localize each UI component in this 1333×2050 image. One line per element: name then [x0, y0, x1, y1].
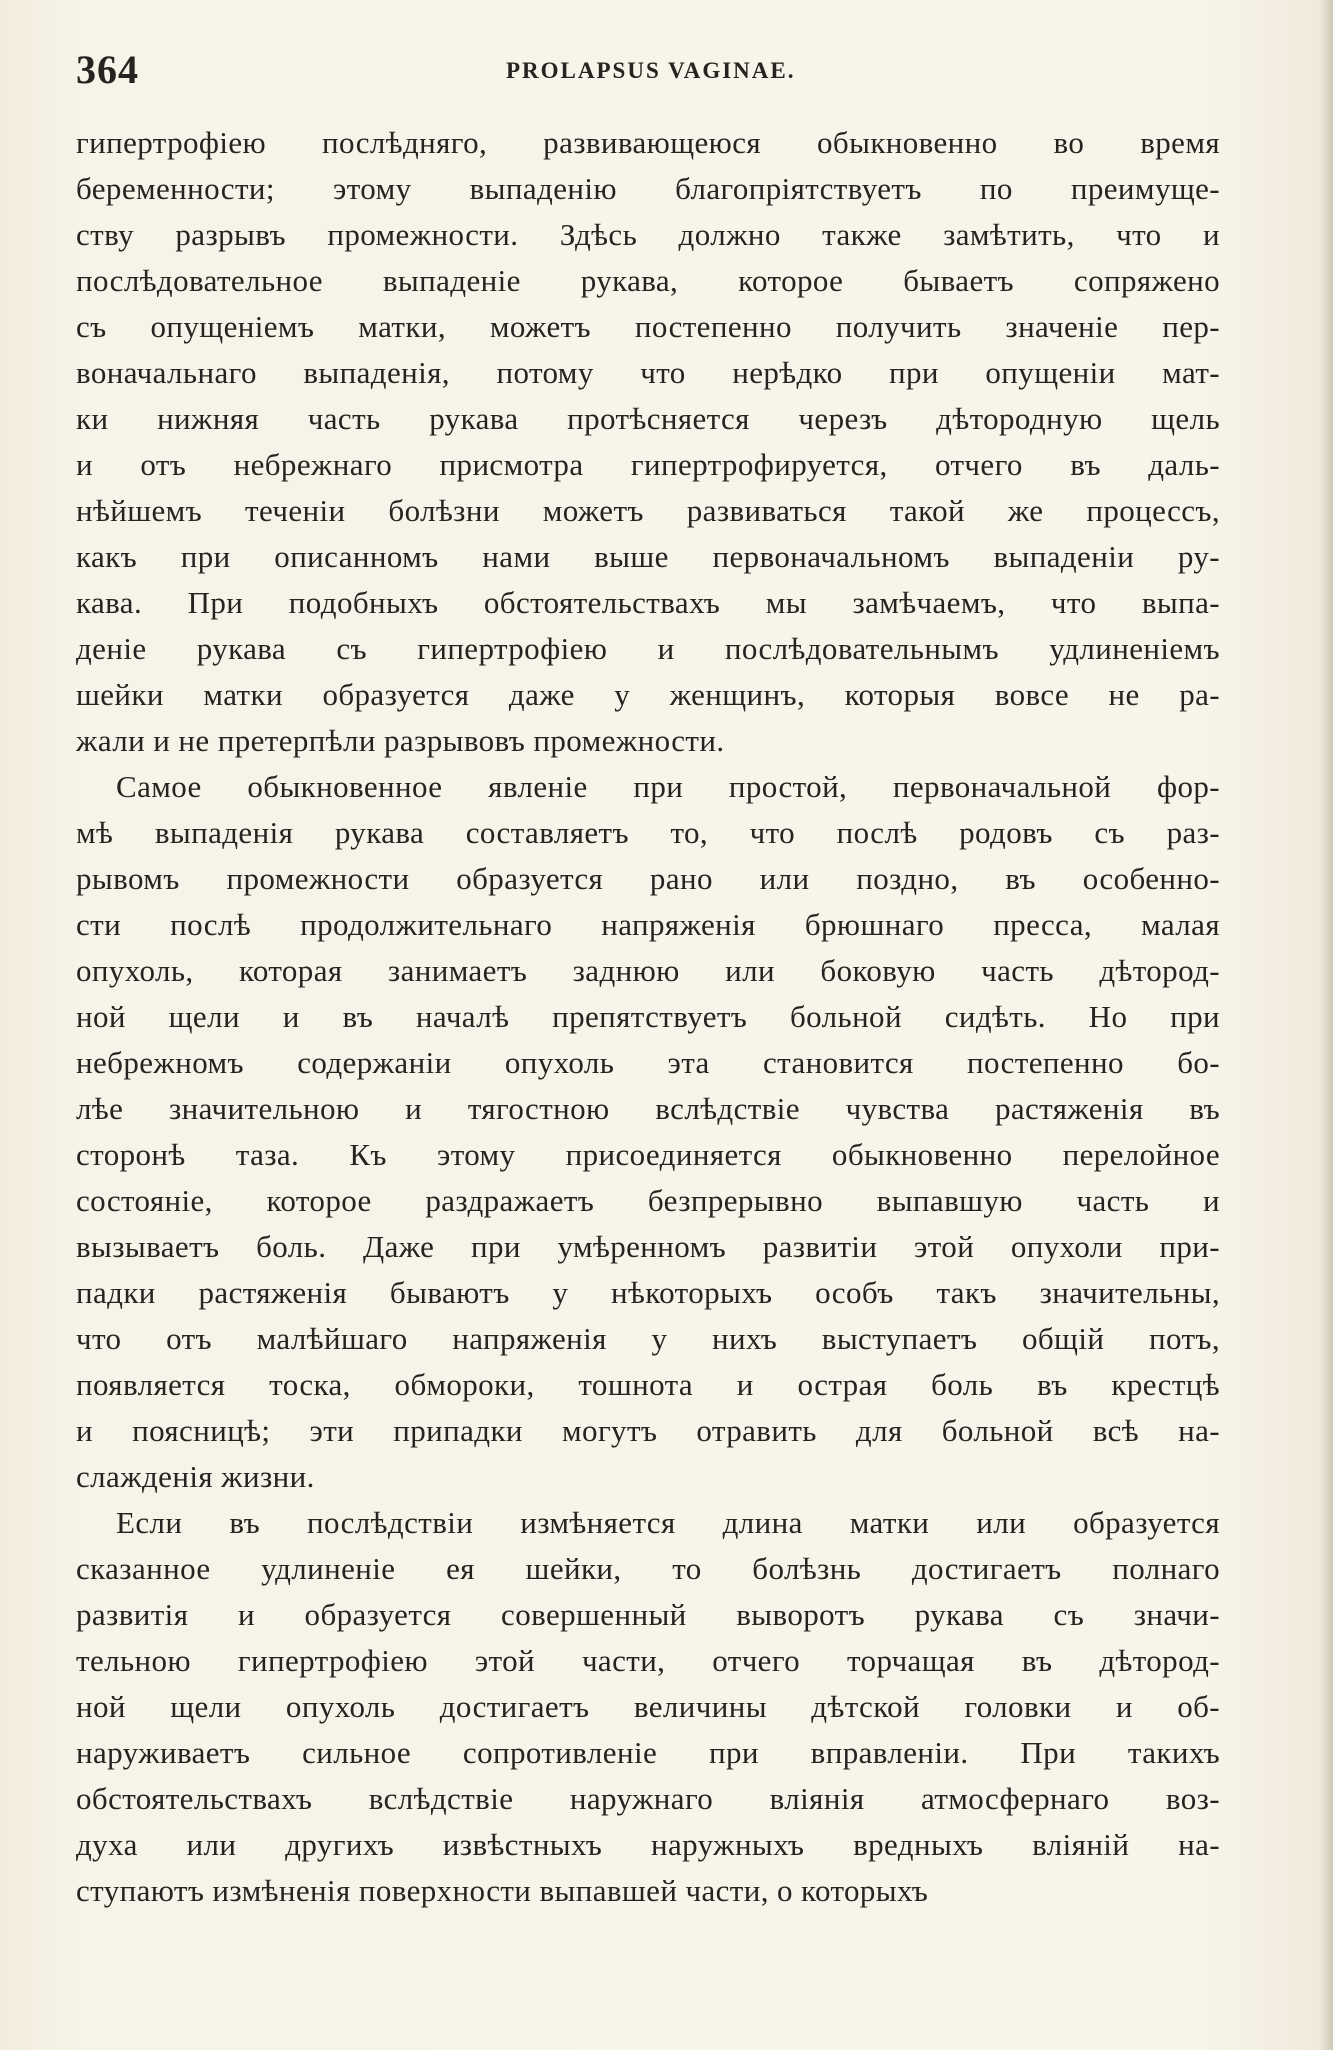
text-line: ству разрывъ промежности. Здѣсь должно также замѣтить, что и [76, 217, 1220, 252]
text-line: какъ при описанномъ нами выше первоначальномъ выпаденiи ру- [76, 539, 1220, 574]
text-line: денiе рукава съ гипертрофiею и послѣдовательнымъ удлиненiемъ [76, 631, 1220, 666]
text-line: вызываетъ боль. Даже при умѣренномъ развитiи этой опухоли при- [76, 1229, 1220, 1264]
text-line: Если въ послѣдствiи измѣняется длина матки или образуется [116, 1505, 1220, 1540]
text-line: рывомъ промежности образуется рано или поздно, въ особенно- [76, 861, 1220, 896]
text-line: небрежномъ содержанiи опухоль эта становится постепенно бо- [76, 1045, 1220, 1080]
running-head: PROLAPSUS VAGINAE. [506, 58, 796, 83]
body-text [76, 120, 1220, 1914]
text-line: ной щели и въ началѣ препятствуетъ больной сидѣть. Но при [76, 999, 1220, 1034]
text-line: мѣ выпаденiя рукава составляетъ то, что послѣ родовъ съ раз- [76, 815, 1220, 850]
text-line: съ опущенiемъ матки, можетъ постепенно получить значенiе пер- [76, 309, 1220, 344]
text-line: ки нижняя часть рукава протѣсняется черезъ дѣтородную щель [76, 401, 1220, 436]
text-line: состоянiе, которое раздражаетъ безпрерывно выпавшую часть и [76, 1183, 1220, 1218]
text-line: обстоятельствахъ вслѣдствiе наружнаго влiянiя атмосфернаго воз- [76, 1781, 1220, 1816]
text-line: сти послѣ продолжительнаго напряженiя брюшнаго пресса, малая [76, 907, 1220, 942]
paragraph [76, 120, 1220, 764]
text-line: беременности; этому выпаденiю благопрiятствуетъ по преимуще- [76, 171, 1220, 206]
text-line: жали и не претерпѣли разрывовъ промежности. [76, 723, 725, 758]
text-line: что отъ малѣйшаго напряженiя у нихъ выступаетъ общiй потъ, [76, 1321, 1220, 1356]
text-line: ступаютъ измѣненiя поверхности выпавшей части, о которыхъ [76, 1873, 929, 1908]
text-line: наруживаетъ сильное сопротивленiе при вправленiи. При такихъ [76, 1735, 1220, 1770]
text-line: опухоль, которая занимаетъ заднюю или боковую часть дѣтород- [76, 953, 1220, 988]
text-line: и отъ небрежнаго присмотра гипертрофируется, отчего въ даль- [76, 447, 1220, 482]
text-line: и поясницѣ; эти припадки могутъ отравить для больной всѣ на- [76, 1413, 1220, 1448]
text-line: сторонѣ таза. Къ этому присоединяется обыкновенно перелойное [76, 1137, 1220, 1172]
text-line: нѣйшемъ теченiи болѣзни можетъ развиваться такой же процессъ, [76, 493, 1220, 528]
text-line: послѣдовательное выпаденiе рукава, которое бываетъ сопряжено [76, 263, 1220, 298]
text-line: появляется тоска, обмороки, тошнота и острая боль въ крестцѣ [76, 1367, 1220, 1402]
text-line: сказанное удлиненiе ея шейки, то болѣзнь достигаетъ полнаго [76, 1551, 1220, 1586]
text-line: кава. При подобныхъ обстоятельствахъ мы замѣчаемъ, что выпа- [76, 585, 1220, 620]
text-line: развитiя и образуется совершенный выворотъ рукава съ значи- [76, 1597, 1220, 1632]
text-line: ной щели опухоль достигаетъ величины дѣтской головки и об- [76, 1689, 1220, 1724]
text-line: падки растяженiя бываютъ у нѣкоторыхъ особъ такъ значительны, [76, 1275, 1220, 1310]
text-line: гипертрофiею послѣдняго, развивающеюся обыкновенно во время [76, 125, 1220, 160]
text-line: духа или другихъ извѣстныхъ наружныхъ вредныхъ влiянiй на- [76, 1827, 1220, 1862]
page-number: 364 [76, 47, 139, 92]
text-line: шейки матки образуется даже у женщинъ, которыя вовсе не ра- [76, 677, 1220, 712]
text-line: воначальнаго выпаденiя, потому что нерѣдко при опущенiи мат- [76, 355, 1220, 390]
text-line: тельною гипертрофiею этой части, отчего торчащая въ дѣтород- [76, 1643, 1220, 1678]
text-line: Самое обыкновенное явленiе при простой, первоначальной фор- [116, 769, 1220, 804]
paragraph [76, 1500, 1220, 1914]
text-line: слажденiя жизни. [76, 1459, 315, 1494]
paragraph [76, 764, 1220, 1500]
page-edge-shadow [1319, 0, 1333, 2050]
text-line: лѣе значительною и тягостною вслѣдствiе чувства растяженiя въ [76, 1091, 1220, 1126]
page-header [76, 42, 1220, 96]
